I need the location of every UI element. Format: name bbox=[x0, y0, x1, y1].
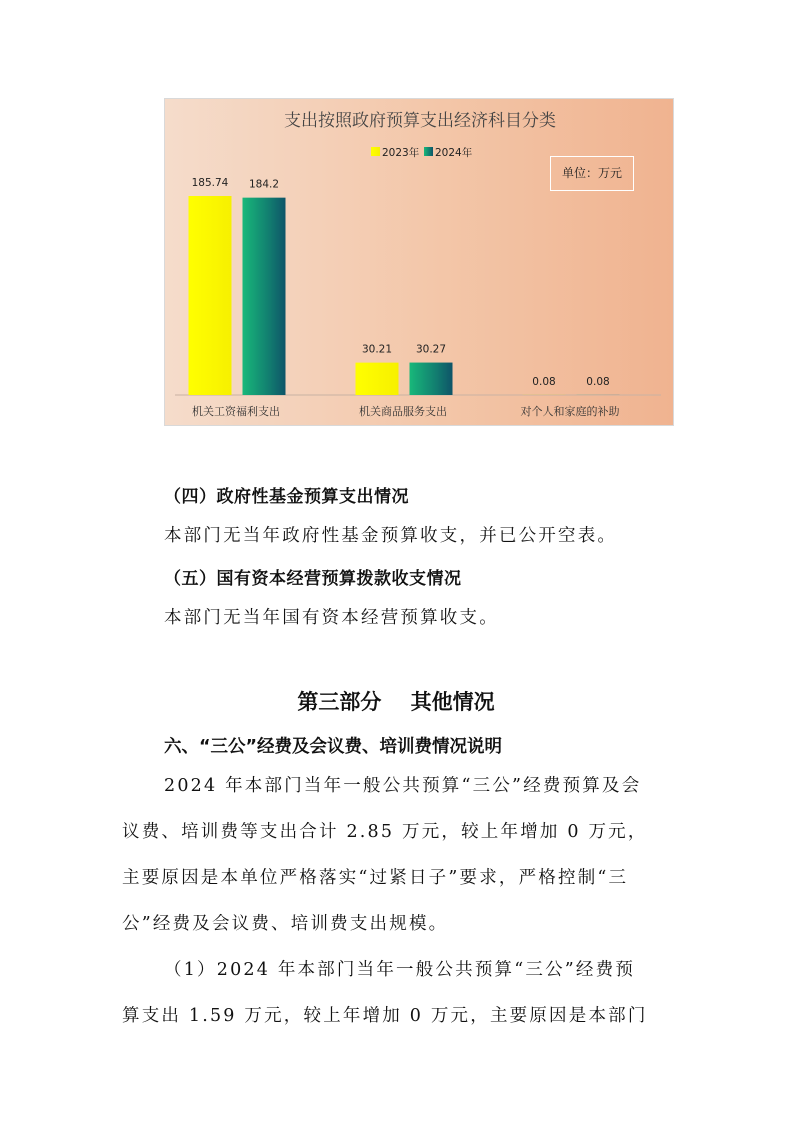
legend-swatch bbox=[371, 147, 380, 156]
legend-label: 2023年 bbox=[382, 147, 420, 159]
paragraph-line: 公”经费及会议费、培训费支出规模。 bbox=[122, 914, 449, 934]
category-label: 机关商品服务支出 bbox=[359, 405, 447, 418]
chart-canvas bbox=[165, 99, 675, 427]
bar bbox=[410, 363, 453, 395]
bar bbox=[243, 198, 286, 395]
data-label: 185.74 bbox=[191, 177, 229, 189]
data-label: 184.2 bbox=[248, 178, 280, 191]
unit-box: 单位：万元 bbox=[550, 156, 634, 191]
bar bbox=[189, 196, 232, 395]
paragraph-line: 议费、培训费等支出合计 2.85 万元，较上年增加 0 万元， bbox=[122, 822, 648, 842]
section-4-body: 本部门无当年政府性基金预算收支，并已公开空表。 bbox=[164, 526, 618, 546]
section-5-body: 本部门无当年国有资本经营预算收支。 bbox=[164, 608, 499, 628]
category-label: 机关工资福利支出 bbox=[192, 405, 280, 418]
paragraph-line: （1）2024 年本部门当年一般公共预算“三公”经费预 bbox=[164, 960, 636, 980]
legend-label: 2024年 bbox=[435, 147, 473, 159]
data-label: 30.27 bbox=[415, 343, 447, 356]
part-3-title: 第三部分 其他情况 bbox=[297, 690, 495, 714]
bar bbox=[356, 363, 399, 395]
data-label: 0.08 bbox=[532, 375, 556, 388]
section-6-title: 六、“三公”经费及会议费、培训费情况说明 bbox=[164, 737, 503, 757]
data-label: 0.08 bbox=[586, 375, 610, 388]
legend-swatch bbox=[424, 147, 433, 156]
expenditure-chart bbox=[164, 98, 674, 426]
paragraph-line: 2024 年本部门当年一般公共预算“三公”经费预算及会 bbox=[164, 776, 642, 796]
paragraph-line: 主要原因是本单位严格落实“过紧日子”要求，严格控制“三 bbox=[122, 868, 629, 888]
section-5-heading: （五）国有资本经营预算拨款收支情况 bbox=[164, 569, 462, 589]
paragraph-line: 算支出 1.59 万元，较上年增加 0 万元，主要原因是本部门 bbox=[122, 1006, 648, 1026]
data-label: 30.21 bbox=[361, 343, 393, 356]
chart-title: 支出按照政府预算支出经济科目分类 bbox=[284, 111, 556, 131]
category-label: 对个人和家庭的补助 bbox=[520, 405, 620, 418]
section-4-heading: （四）政府性基金预算支出情况 bbox=[164, 487, 409, 507]
